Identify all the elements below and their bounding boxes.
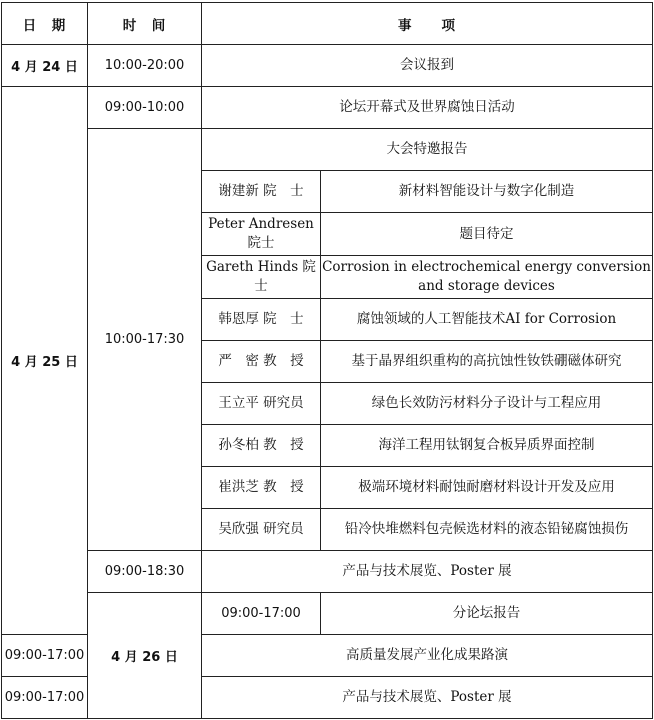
date-cell: 4 月 24 日 [2,45,88,87]
header-time: 时 间 [88,3,202,45]
time-cell: 09:00-18:30 [88,551,202,593]
item-cell: 会议报到 [202,45,653,87]
speaker-cell: 孙冬柏 教 授 [202,425,321,467]
speaker-cell: 崔洪芝 教 授 [202,467,321,509]
topic-cell: 题目待定 [321,213,653,256]
item-cell: 产品与技术展览、Poster 展 [202,677,653,719]
item-cell: 高质量发展产业化成果路演 [202,635,653,677]
time-cell: 09:00-17:00 [2,677,88,719]
speaker-cell: Gareth Hinds 院士 [202,256,321,299]
topic-cell: 绿色长效防污材料分子设计与工程应用 [321,383,653,425]
date-cell: 4 月 25 日 [2,87,88,635]
topic-cell: 海洋工程用钛钢复合板异质界面控制 [321,425,653,467]
header-date: 日 期 [2,3,88,45]
table-row [2,45,653,87]
time-cell: 10:00-17:30 [88,129,202,551]
item-cell: 分论坛报告 [321,593,653,635]
table-row [2,87,653,129]
table-row [2,551,653,593]
speaker-cell: 谢建新 院 士 [202,171,321,213]
header-item: 事 项 [202,3,653,45]
table-row [2,129,653,171]
table-row [2,593,653,635]
topic-cell: 基于晶界组织重构的高抗蚀性钕铁硼磁体研究 [321,341,653,383]
speaker-cell: 韩恩厚 院 士 [202,299,321,341]
time-cell: 09:00-10:00 [88,87,202,129]
item-cell: 论坛开幕式及世界腐蚀日活动 [202,87,653,129]
time-cell: 09:00-17:00 [2,635,88,677]
topic-cell: Corrosion in electrochemical energy conversion and storage devices [321,256,653,299]
item-cell: 产品与技术展览、Poster 展 [202,551,653,593]
speaker-cell: Peter Andresen 院士 [202,213,321,256]
date-cell: 4 月 26 日 [88,593,202,719]
speaker-cell: 王立平 研究员 [202,383,321,425]
topic-cell: 新材料智能设计与数字化制造 [321,171,653,213]
session-title: 大会特邀报告 [202,129,653,171]
time-cell: 09:00-17:00 [202,593,321,635]
speaker-cell: 吴欣强 研究员 [202,509,321,551]
topic-cell: 极端环境材料耐蚀耐磨材料设计开发及应用 [321,467,653,509]
header-row [2,3,653,45]
topic-cell: 铅冷快堆燃料包壳候选材料的液态铅铋腐蚀损伤 [321,509,653,551]
topic-cell: 腐蚀领域的人工智能技术AI for Corrosion [321,299,653,341]
speaker-cell: 严 密 教 授 [202,341,321,383]
agenda-table [1,2,653,719]
time-cell: 10:00-20:00 [88,45,202,87]
